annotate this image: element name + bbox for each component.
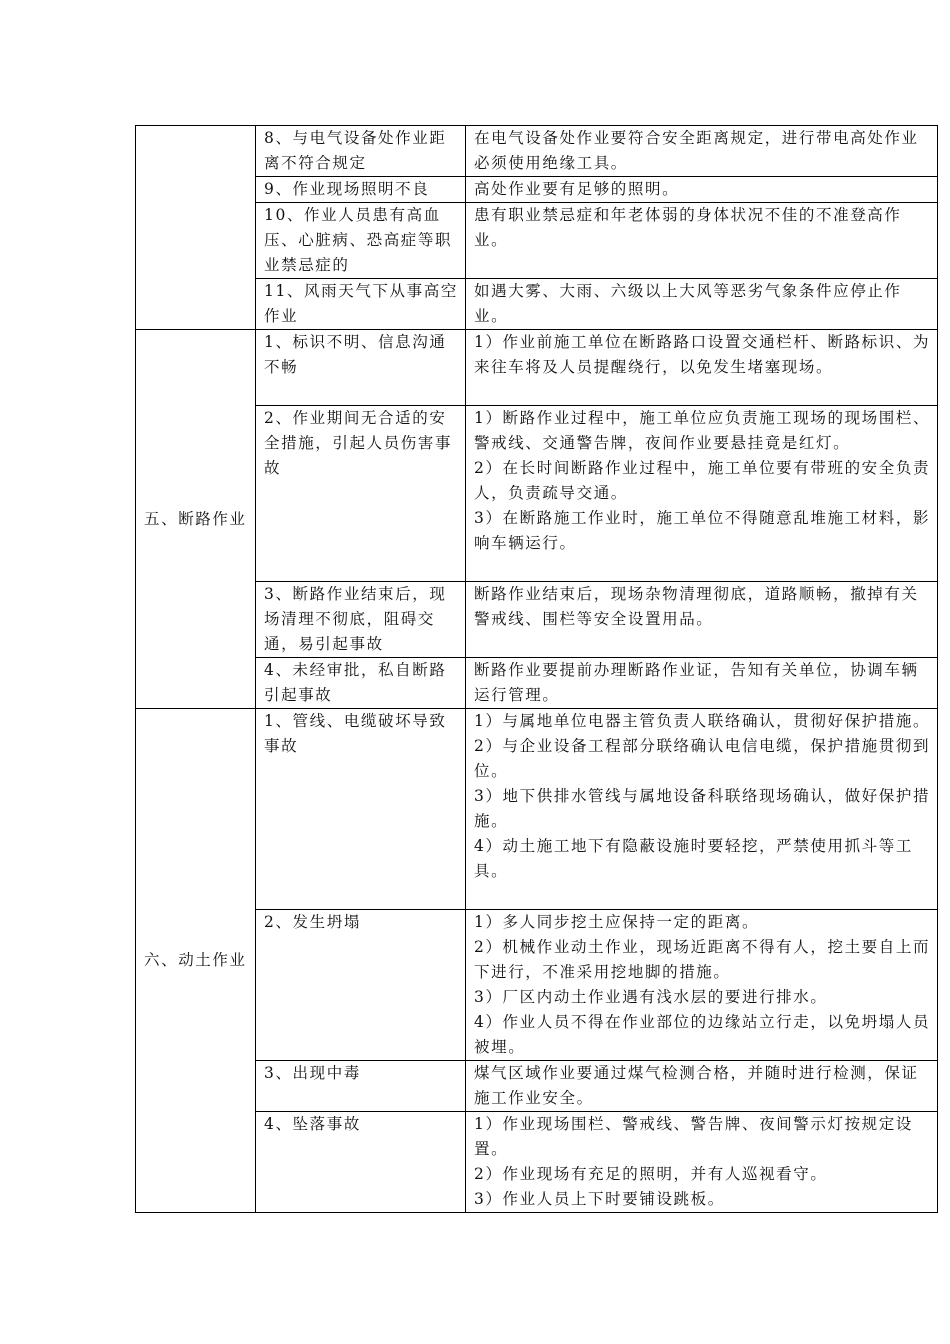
measure-cell: [466, 203, 938, 279]
table-row: [136, 279, 938, 330]
hazard-cell: 3、出现中毒: [256, 1061, 466, 1112]
table-row: [136, 330, 938, 406]
hazard-cell: 8、与电气设备处作业距离不符合规定: [256, 126, 466, 177]
measure-line: 3）作业人员上下时要铺设跳板。: [474, 1190, 725, 1208]
measure-line: 2）与企业设备工程部分联络确认电信电缆，保护措施贯彻到位。: [474, 737, 931, 780]
measure-line: 断路作业结束后，现场杂物清理彻底，道路顺畅，撤掉有关警戒线、围栏等安全设置用品。: [474, 585, 919, 628]
measure-cell: [466, 658, 938, 709]
measure-line: 高处作业要有足够的照明。: [474, 180, 680, 198]
measure-line: 3）厂区内动土作业遇有浅水层的要进行排水。: [474, 988, 828, 1006]
hazard-cell: 3、断路作业结束后，现场清理不彻底，阻碍交通，易引起事故: [256, 582, 466, 658]
measure-line: 1）断路作业过程中，施工单位应负责施工现场的现场围栏、警戒线、交通警告牌，夜间作业要悬挂竟是红灯。: [474, 409, 931, 452]
measure-line: 2）在长时间断路作业过程中，施工单位要有带班的安全负责人，负责疏导交通。: [474, 459, 931, 502]
category-cell: 五、断路作业: [136, 330, 256, 709]
measure-cell: [466, 177, 938, 203]
measure-cell: [466, 279, 938, 330]
measure-line: 如遇大雾、大雨、六级以上大风等恶劣气象条件应停止作业。: [474, 282, 902, 325]
category-cell: 六、动土作业: [136, 709, 256, 1213]
hazard-cell: 4、未经审批，私自断路引起事故: [256, 658, 466, 709]
measure-line: 1）与属地单位电器主管负责人联络确认，贯彻好保护措施。: [474, 712, 931, 730]
table-row: [136, 910, 938, 1061]
table-row: [136, 709, 938, 910]
measure-line: 4）作业人员不得在作业部位的边缘站立行走，以免坍塌人员被埋。: [474, 1013, 931, 1056]
measure-line: 1）作业现场围栏、警戒线、警告牌、夜间警示灯按规定设置。: [474, 1115, 913, 1158]
measure-line: 患有职业禁忌症和年老体弱的身体状况不佳的不准登高作业。: [474, 206, 902, 249]
measure-line: 断路作业要提前办理断路作业证，告知有关单位，协调车辆运行管理。: [474, 661, 919, 704]
measure-cell: [466, 582, 938, 658]
measure-line: 2）作业现场有充足的照明，并有人巡视看守。: [474, 1165, 828, 1183]
category-cell: [136, 126, 256, 330]
measure-cell: [466, 709, 938, 910]
hazard-cell: 2、发生坍塌: [256, 910, 466, 1061]
table-row: [136, 1112, 938, 1213]
table-row: [136, 406, 938, 582]
hazard-cell: 9、作业现场照明不良: [256, 177, 466, 203]
measure-cell: [466, 406, 938, 582]
measure-line: 1）多人同步挖土应保持一定的距离。: [474, 913, 760, 931]
table-row: [136, 126, 938, 177]
table-row: [136, 1061, 938, 1112]
hazard-cell: 2、作业期间无合适的安全措施，引起人员伤害事故: [256, 406, 466, 582]
table-row: [136, 658, 938, 709]
measure-cell: [466, 330, 938, 406]
measure-line: 3）地下供排水管线与属地设备科联络现场确认，做好保护措施。: [474, 787, 931, 830]
measure-cell: [466, 910, 938, 1061]
table-row: [136, 203, 938, 279]
hazard-cell: 1、管线、电缆破坏导致事故: [256, 709, 466, 910]
table-row: [136, 177, 938, 203]
measure-line: 1）作业前施工单位在断路路口设置交通栏杆、断路标识、为来往车将及人员提醒绕行，以免发生堵塞现场。: [474, 333, 931, 376]
measure-line: 4）动土施工地下有隐蔽设施时要轻挖，严禁使用抓斗等工具。: [474, 837, 913, 880]
risk-control-table: [135, 125, 938, 1213]
measure-line: 煤气区域作业要通过煤气检测合格，并随时进行检测，保证施工作业安全。: [474, 1064, 919, 1107]
measure-cell: [466, 1112, 938, 1213]
hazard-cell: 10、作业人员患有高血压、心脏病、恐高症等职业禁忌症的: [256, 203, 466, 279]
measure-cell: [466, 1061, 938, 1112]
measure-cell: [466, 126, 938, 177]
hazard-cell: 1、标识不明、信息沟通不畅: [256, 330, 466, 406]
hazard-cell: 11、风雨天气下从事高空作业: [256, 279, 466, 330]
table-row: [136, 582, 938, 658]
measure-line: 2）机械作业动土作业，现场近距离不得有人，挖土要自上而下进行，不准采用挖地脚的措施。: [474, 938, 931, 981]
measure-line: 在电气设备处作业要符合安全距离规定，进行带电高处作业必须使用绝缘工具。: [474, 129, 919, 172]
hazard-cell: 4、坠落事故: [256, 1112, 466, 1213]
measure-line: 3）在断路施工作业时，施工单位不得随意乱堆施工材料，影响车辆运行。: [474, 509, 931, 552]
